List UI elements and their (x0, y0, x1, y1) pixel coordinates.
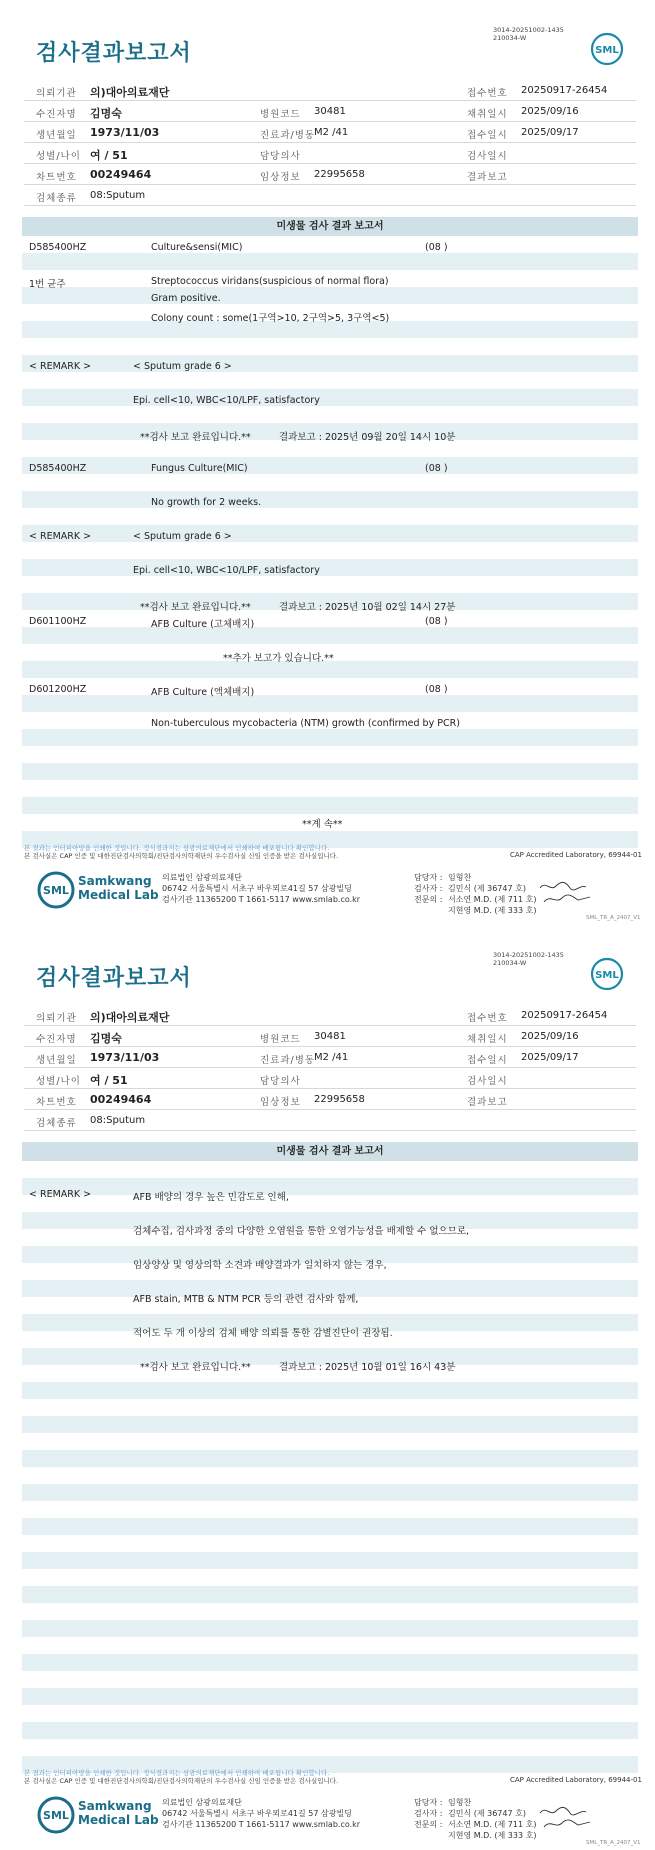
remark-text: AFB 배양의 경우 높은 민감도로 인해, (133, 1192, 289, 1203)
organism-name: Streptococcus viridans(suspicious of normal flora) (151, 276, 389, 287)
remark-text: < Sputum grade 6 > (133, 361, 232, 372)
svg-text:SML: SML (43, 884, 69, 897)
signature-icon (536, 878, 596, 908)
info-row: 검체종류 08:Sputum (24, 1110, 636, 1131)
svg-text:SML: SML (43, 1809, 69, 1822)
report-complete: **검사 보고 완료입니다.** (140, 1362, 251, 1373)
section-title-bar: 미생물 검사 결과 보고서 (22, 1142, 638, 1161)
result-text: No growth for 2 weeks. (151, 497, 262, 508)
section-title-bar: 미생물 검사 결과 보고서 (22, 217, 638, 236)
footer-note: 본 검사실은 CAP 인증 및 대한진단검사의학회/진단검사의학재단의 우수검사실 신임 인증을 받은 검사실입니다. (24, 1777, 339, 1785)
sml-logo-icon (590, 32, 624, 66)
remark-text: < Sputum grade 6 > (133, 531, 232, 542)
institution-value: 의)대아의료재단 (90, 86, 170, 99)
chart-no-value: 00249464 (90, 1093, 152, 1106)
lab-logo: SML Samkwang Medical Lab (36, 870, 166, 910)
birth-value: 1973/11/03 (90, 1051, 160, 1064)
report-title: 검사결과보고서 (36, 966, 192, 991)
report-timestamp: 결과보고 : 2025년 10월 01일 16시 43분 (279, 1362, 456, 1373)
svg-text:SML: SML (595, 45, 619, 56)
lab-address: 의료법인 삼광의료재단 06742 서울특별시 서초구 바우뫼로41길 57 삼광빌딩 검사기관 11365200 T 1661-5117 www.smlab.co.kr (162, 1798, 361, 1829)
info-row: 수진자명 김명숙 병원코드 30481 채취일시 2025/09/16 (24, 101, 636, 122)
test-code: D601100HZ (29, 616, 87, 627)
report-timestamp: 결과보고 : 2025년 10월 02일 14시 27분 (279, 602, 456, 613)
patient-info-table (24, 1005, 636, 1131)
specimen-code: (08 ) (425, 616, 448, 627)
test-code: D585400HZ (29, 463, 87, 474)
sml-lab-logo-icon (36, 870, 76, 910)
report-page-2 (0, 925, 655, 1850)
test-name: AFB Culture (액체배지) (151, 687, 255, 698)
test-name: AFB Culture (고체배지) (151, 619, 255, 630)
continued-note: **계 속** (302, 819, 343, 830)
remark-label: < REMARK > (29, 531, 92, 542)
specimen-code: (08 ) (425, 684, 448, 695)
specimen-value: 08:Sputum (90, 1115, 146, 1126)
lab-logo: SML Samkwang Medical Lab (36, 1795, 166, 1835)
form-id: SML_TR_A_2407_V1 (586, 1840, 641, 1846)
cap-accreditation: CAP Accredited Laboratory, 69944-01 (510, 1776, 642, 1784)
signature-icon (536, 1803, 596, 1833)
document-id: 3014-20251002-1435 210034-W (493, 26, 564, 42)
clinical-info-value: 22995658 (314, 169, 365, 180)
sml-logo-icon (590, 957, 624, 991)
signers-block: 담당자 : 임형찬 검사자 : 김민식 (제 36747 호) 전문의 : 서소연 M.D. (제 711 호) 지현영 M.D. (제 333 호) (414, 1798, 537, 1840)
isolate-label: 1번 균주 (29, 279, 66, 290)
institution-value: 의)대아의료재단 (90, 1011, 170, 1024)
specimen-code: (08 ) (425, 242, 448, 253)
hospital-code-value: 30481 (314, 106, 346, 117)
test-code: D585400HZ (29, 242, 87, 253)
test-name: Fungus Culture(MIC) (151, 463, 248, 474)
svg-text:SML: SML (595, 970, 619, 981)
remark-text: AFB stain, MTB & NTM PCR 등의 관련 검사와 함께, (133, 1294, 359, 1305)
remark-text: 임상양상 및 영상의학 소견과 배양결과가 일치하지 않는 경우, (133, 1260, 387, 1271)
info-row: 생년월일 1973/11/03 진료과/병동 M2 /41 접수일시 2025/09/17 (24, 122, 636, 143)
info-row: 성별/나이 여 / 51 담당의사 검사일시 (24, 1068, 636, 1089)
receipt-date-value: 2025/09/17 (521, 127, 579, 138)
additional-report-note: **추가 보고가 있습니다.** (223, 653, 334, 664)
sml-lab-logo-icon (36, 1795, 76, 1835)
sex-age-value: 여 / 51 (90, 1074, 128, 1087)
patient-name-value: 김명숙 (90, 1032, 122, 1045)
patient-info-table (24, 80, 636, 206)
receipt-no-value: 20250917-26454 (521, 1010, 608, 1021)
report-timestamp: 결과보고 : 2025년 09월 20일 14시 10분 (279, 432, 456, 443)
info-row: 의뢰기관 의)대아의료재단 접수번호 20250917-26454 (24, 80, 636, 101)
remark-label: < REMARK > (29, 1189, 92, 1200)
remark-text: Epi. cell<10, WBC<10/LPF, satisfactory (133, 395, 320, 406)
info-row: 생년월일 1973/11/03 진료과/병동 M2 /41 접수일시 2025/09/17 (24, 1047, 636, 1068)
info-row: 검체종류 08:Sputum (24, 185, 636, 206)
clinical-info-value: 22995658 (314, 1094, 365, 1105)
remark-text: Epi. cell<10, WBC<10/LPF, satisfactory (133, 565, 320, 576)
form-id: SML_TR_A_2407_V1 (586, 915, 641, 921)
document-id: 3014-20251002-1435 210034-W (493, 951, 564, 967)
remark-text: 검체수집, 검사과정 중의 다양한 오염원을 통한 오염가능성을 배제할 수 없으므로, (133, 1226, 470, 1237)
dept-value: M2 /41 (314, 127, 349, 138)
report-complete: **검사 보고 완료입니다.** (140, 602, 251, 613)
collect-date-value: 2025/09/16 (521, 106, 579, 117)
dept-value: M2 /41 (314, 1052, 349, 1063)
result-text: Non-tuberculous mycobacteria (NTM) growth (confirmed by PCR) (151, 718, 460, 729)
signers-block: 담당자 : 임형찬 검사자 : 김민식 (제 36747 호) 전문의 : 서소연 M.D. (제 711 호) 지현영 M.D. (제 333 호) (414, 873, 537, 915)
info-row: 수진자명 김명숙 병원코드 30481 채취일시 2025/09/16 (24, 1026, 636, 1047)
remark-label: < REMARK > (29, 361, 92, 372)
gram-result: Gram positive. (151, 293, 221, 304)
test-name: Culture&sensi(MIC) (151, 242, 243, 253)
remark-text: 적어도 두 개 이상의 검체 배양 의뢰를 통한 감별진단이 권장됨. (133, 1328, 393, 1339)
report-title: 검사결과보고서 (36, 41, 192, 66)
specimen-value: 08:Sputum (90, 190, 146, 201)
info-row: 의뢰기관 의)대아의료재단 접수번호 20250917-26454 (24, 1005, 636, 1026)
footer-note: 본 결과는 인터피아망을 인쇄한 것입니다. 정식결과지는 삼광의료재단에서 인쇄하여 배포됩니다 확인합니다. (24, 844, 330, 852)
receipt-date-value: 2025/09/17 (521, 1052, 579, 1063)
receipt-no-value: 20250917-26454 (521, 85, 608, 96)
info-row: 성별/나이 여 / 51 담당의사 검사일시 (24, 143, 636, 164)
footer-note: 본 결과는 인터피아망을 인쇄한 것입니다. 정식결과지는 삼광의료재단에서 인쇄하여 배포됩니다 확인합니다. (24, 1769, 330, 1777)
hospital-code-value: 30481 (314, 1031, 346, 1042)
footer-note: 본 검사실은 CAP 인증 및 대한진단검사의학회/진단검사의학재단의 우수검사실 신임 인증을 받은 검사실입니다. (24, 852, 339, 860)
chart-no-value: 00249464 (90, 168, 152, 181)
test-code: D601200HZ (29, 684, 87, 695)
info-row: 차트번호 00249464 임상정보 22995658 결과보고 (24, 164, 636, 185)
collect-date-value: 2025/09/16 (521, 1031, 579, 1042)
sex-age-value: 여 / 51 (90, 149, 128, 162)
birth-value: 1973/11/03 (90, 126, 160, 139)
specimen-code: (08 ) (425, 463, 448, 474)
report-complete: **검사 보고 완료입니다.** (140, 432, 251, 443)
info-row: 차트번호 00249464 임상정보 22995658 결과보고 (24, 1089, 636, 1110)
lab-address: 의료법인 삼광의료재단 06742 서울특별시 서초구 바우뫼로41길 57 삼광빌딩 검사기관 11365200 T 1661-5117 www.smlab.co.kr (162, 873, 361, 904)
colony-count: Colony count : some(1구역>10, 2구역>5, 3구역<5) (151, 313, 390, 324)
patient-name-value: 김명숙 (90, 107, 122, 120)
cap-accreditation: CAP Accredited Laboratory, 69944-01 (510, 851, 642, 859)
